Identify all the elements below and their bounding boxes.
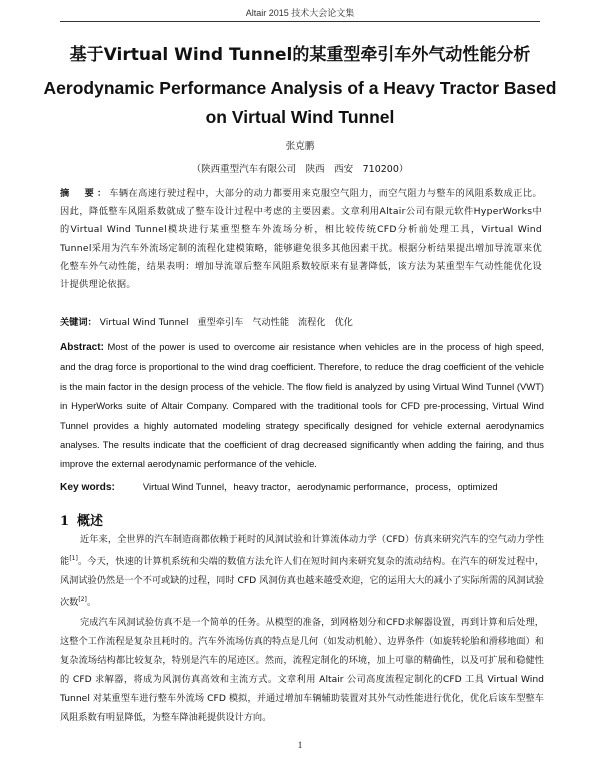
keywords-english [60,479,544,493]
body-text [60,530,544,727]
keyword-item: 重型牵引车 [197,317,244,328]
abstract-english-label: Abstract: [60,342,104,353]
keywords-chinese-label: 关键词： [60,317,97,328]
keyword-item: Virtual Wind Tunnel [99,317,189,328]
citation: [2] [78,596,87,604]
keyword-item: 优化 [334,317,353,328]
paragraph-text: 近年来，全世界的汽车制造商都依赖于耗时的风洞试验和计算流体动力学（CFD）仿真来研究汽车的空气动力学性能 [60,534,544,568]
author-name: 张克鹏 [285,141,315,152]
abstract-chinese-text: 车辆在高速行驶过程中，大部分的动力都要用来克服空气阻力，而空气阻力与整车的风阻系数成正比。因此，降低整车风阻系数就成了整车设计过程中考虑的主要因素。文章利用Altair公司有限元软件HyperWorks中的Virtual Wind Tunnel模块进行某重型整车外流场分析，相比较传统CFD分析前处理工具，Virtual Wind Tunnel采用为汽车外流场定制的流程化建模策略，能够避免很多其他因素干扰。根据分析结果提出增加导流罩来优化整车外气动性能，结果表明：增加导流罩后整车风阻系数较原来有显著降低，该方法为某重型车气动性能优化设计提供理论依据。 [60,188,543,291]
paragraph-text: 完成汽车风洞试验仿真不是一个简单的任务。从模型的准备，到网格划分和CFD求解器设置，再到计算和后处理，这整个工作流程是复杂且耗时的。汽车外流场仿真的特点是几何（如发动机舱）、边界条件（如旋转轮胎和滑移地面）和复杂流场结构都比较复杂，特别是汽车的尾迹区。然而，流程定制化的环境，加上可靠的精确性，以及可扩展和稳健性的 CFD 求解器，将成为风洞仿真高效和主流方式。文章利用 Altair 公司高度流程定制化的CFD 工具 Virtual Wind Tunnel 对某重型车进行整车外流场 CFD 模拟，并通过增加车辆辅助装置对其外气动性能进行优化，优化后该车型整车风阻系数有明显降低，为整车降油耗提供设计方向。 [60,616,544,723]
section-title: 概述 [77,514,104,529]
paragraph-text: 。今天，快速的计算机系统和尖端的数值方法允许人们在短时间内来研究复杂的流动结构。在汽车的研发过程中，风洞试验仍然是一个不可或缺的过程，同时 CFD 风洞仿真也越来越受欢迎，它的运用大大的减小了实际所需的风洞试验次数 [60,556,545,609]
title-chinese: 基于Virtual Wind Tunnel的某重型牵引车外气动性能分析 [69,45,531,65]
keywords-chinese [60,314,542,328]
paragraph-text: 。 [86,597,97,609]
section-number: 1 [60,514,70,529]
title-english: Aerodynamic Performance Analysis of a Heavy Tractor Based on Virtual Wind Tunnel [43,78,557,127]
paragraph [60,530,544,613]
citation: [1] [69,555,78,563]
abstract-chinese [60,185,542,294]
abstract-chinese-label: 摘 要： [60,188,110,199]
keyword-item: 流程化 [297,317,326,328]
paragraph [60,613,544,728]
running-header: Altair 2015 技术大会论文集 [245,8,355,18]
section-heading [60,510,103,529]
abstract-english [60,337,544,474]
keywords-english-text: Virtual Wind Tunnel，heavy tractor，aerodynamic performance，process，optimized [142,481,498,492]
header-rule [60,21,540,22]
keyword-item: 气动性能 [252,317,290,328]
keywords-english-label: Key words: [60,482,115,493]
affiliation: （陕西重型汽车有限公司 陕西 西安 710200） [191,164,409,175]
page-number: 1 [297,740,303,750]
abstract-english-text: Most of the power is used to overcome air resistance when vehicles are in the process of high speed, and the drag force is proportional to the wind drag coefficient. Therefore, to reduce the drag coefficient of the vehicle is the main factor in the design process of the vehicle. The flow field is analyzed by using Virtual Wind Tunnel (VWT) in HyperWorks suite of Altair Company. Compared with the traditional tools for CFD pre-processing, Virtual Wind Tunnel provides a highly automated modeling strategy specifically designed for vehicle external aerodynamics analyses. The results indicate that the coefficient of drag decreased significantly when adding the fairing, and thus improve the external aerodynamic performance of the vehicle. [60,341,544,470]
